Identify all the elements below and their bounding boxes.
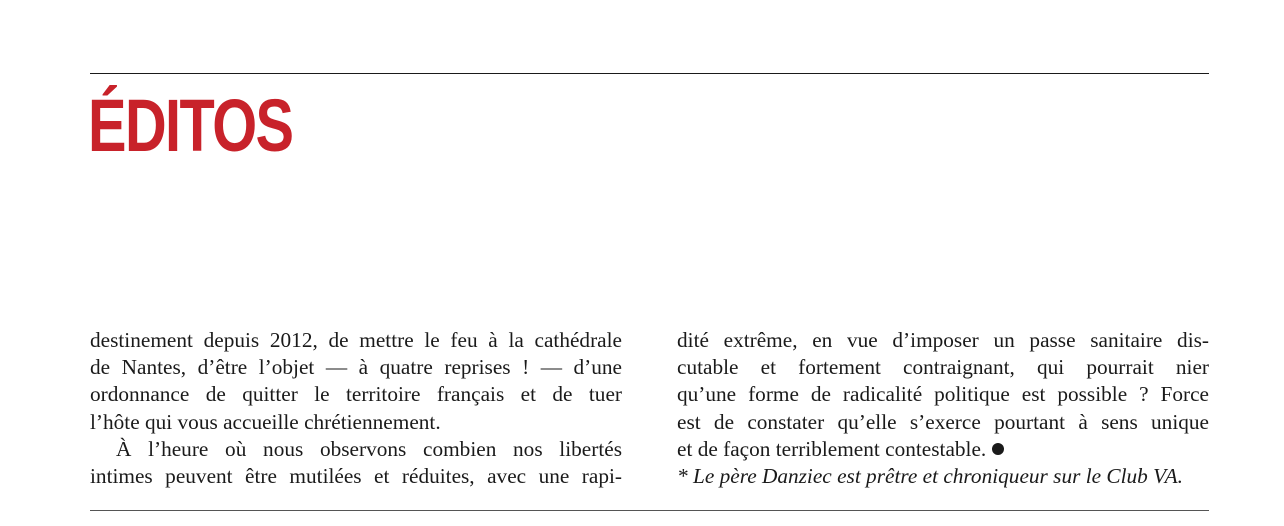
text-line: ordonnance de quitter le territoire français et de tuer bbox=[90, 382, 622, 407]
section-title: ÉDITOS bbox=[88, 84, 293, 167]
text-line: l’hôte qui vous accueille chrétiennement. bbox=[90, 409, 441, 434]
author-signature: * Le père Danziec est prêtre et chroniqueur sur le Club VA. bbox=[677, 464, 1183, 489]
article-column-right bbox=[677, 327, 1209, 490]
text-line: À l’heure où nous observons combien nos libertés bbox=[116, 436, 622, 461]
text-line: est de constater qu’elle s’exerce pourtant à sens unique bbox=[677, 409, 1209, 434]
text-line: cutable et fortement contraignant, qui pourrait nier bbox=[677, 355, 1209, 380]
bottom-rule bbox=[90, 510, 1209, 511]
text-line: destinement depuis 2012, de mettre le feu à la cathédrale bbox=[90, 328, 622, 352]
text-line: et de façon terriblement contestable. bbox=[677, 436, 987, 461]
article-column-left bbox=[90, 327, 622, 490]
text-line: intimes peuvent être mutilées et réduites, avec une rapi- bbox=[90, 464, 622, 489]
text-line: qu’une forme de radicalité politique est possible ? Force bbox=[677, 382, 1209, 407]
text-line: dité extrême, en vue d’imposer un passe sanitaire dis- bbox=[677, 328, 1209, 352]
text-line: de Nantes, d’être l’objet — à quatre reprises ! — d’une bbox=[90, 355, 622, 380]
top-rule bbox=[90, 73, 1209, 74]
end-of-article-dot-icon bbox=[992, 443, 1004, 455]
text-line-end bbox=[677, 436, 1209, 463]
